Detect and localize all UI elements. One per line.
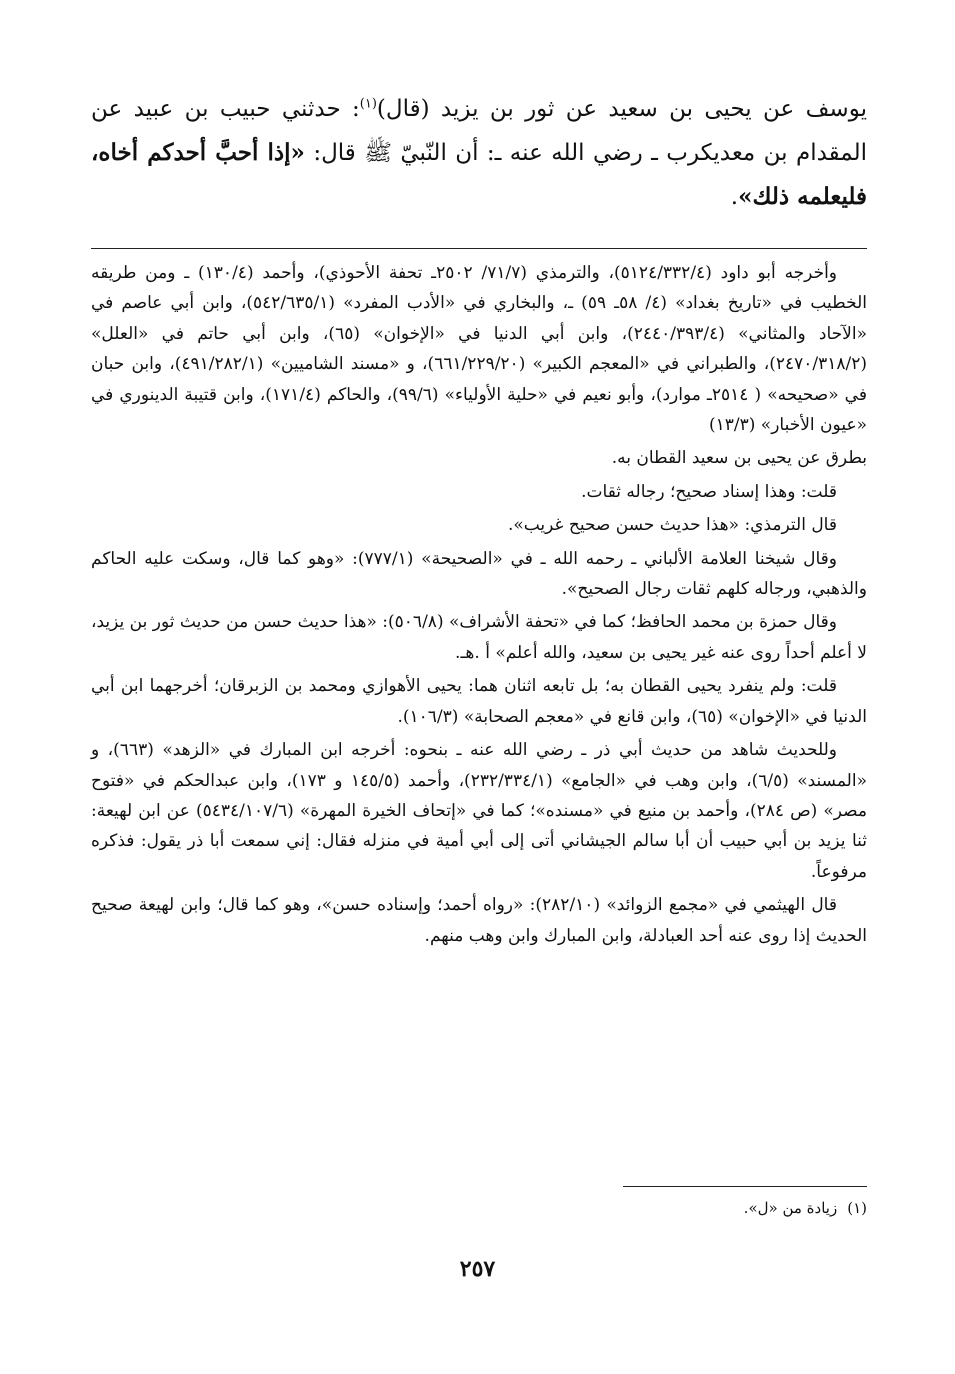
footnote-reference: (١)	[359, 96, 377, 112]
main-text-part1: يوسف عن يحيى بن سعيد عن ثور بن يزيد (قال)	[376, 96, 867, 122]
footnote-number: (١)	[847, 1199, 867, 1217]
commentary-paragraph: قلت: وهذا إسناد صحيح؛ رجاله ثقات.	[581, 481, 837, 502]
footnote-separator	[623, 1186, 867, 1187]
main-text-end: .	[730, 184, 739, 210]
commentary-paragraph: بطرق عن يحيى بن سعيد القطان به.	[611, 448, 867, 469]
commentary-paragraph: وقال شيخنا العلامة الألباني ـ رحمه الله ـ في «الصحيحة» (٧٧٧/١): «وهو كما قال، وسكت عليه الحاكم والذهبي، ورجاله كلهم ثقات رجال الصحيح».	[91, 548, 867, 600]
page-number: ٢٥٧	[459, 1256, 496, 1282]
separator-line	[91, 248, 867, 249]
main-text	[91, 88, 867, 219]
commentary-paragraph: وللحديث شاهد من حديث أبي ذر ـ رضي الله عنه ـ بنحوه: أخرجه ابن المبارك في «الزهد» (٦٦٣)، و «المسند» (٦/٥)، وابن وهب في «الجامع» (٢٣٢/٣٣٤/١)، وأحمد (١٤٥/٥ و ١٧٣)، وابن عبدالحكم في «فتوح مصر» (ص ٢٨٤)، وأحمد بن منيع في «مسنده»؛ كما في «إتحاف الخيرة المهرة» (٥٤٣٤/١٠٧/٦) عن ابن لهيعة: ثنا يزيد بن أبي حبيب أن أبا سالم الجيشاني أتى إلى أبي أمية في منزله فقال: إني سمعت أبا ذر يقول: فذكره مرفوعاً.	[91, 740, 868, 882]
main-text-part2: : حدثني حبيب بن عبيد عن المقدام بن معديكرب ـ رضي الله عنه ـ: أن النّبيّ ﷺ قال:	[91, 96, 867, 166]
hadith-text: «إذا أحبَّ أحدكم أخاه، فليعلمه ذلك»	[91, 139, 867, 210]
commentary-paragraph: قال الترمذي: «هذا حديث حسن صحيح غريب».	[507, 515, 837, 536]
commentary-paragraph: وقال حمزة بن محمد الحافظ؛ كما في «تحفة الأشراف» (٥٠٦/٨): «هذا حديث حسن من حديث ثور بن يزيد، لا أعلم أحداً روى عنه غير يحيى بن سعيد، والله أعلم» أ .هـ.	[91, 612, 867, 663]
commentary-paragraph: قال الهيثمي في «مجمع الزوائد» (٢٨٢/١٠): «رواه أحمد؛ وإسناده حسن»، وهو كما قال؛ وابن لهيعة صحيح الحديث إذا روى عنه أحد العبادلة، وابن المبارك وابن وهب منهم.	[91, 895, 867, 946]
main-paragraph	[91, 88, 867, 219]
footnote-text: زيادة من «ل».	[743, 1199, 838, 1217]
commentary-paragraph: قلت: ولم ينفرد يحيى القطان به؛ بل تابعه اثنان هما: يحيى الأهوازي ومحمد بن الزبرقان؛ أخرجهما ابن أبي الدنيا في «الإخوان» (٦٥)، وابن قانع في «معجم الصحابة» (١٠٦/٣).	[91, 676, 867, 727]
commentary-paragraph: وأخرجه أبو داود (٥١٢٤/٣٣٢/٤)، والترمذي (٧١/٧/ ٢٥٠٢ـ تحفة الأحوذي)، وأحمد (١٣٠/٤) ـ ومن طريقه الخطيب في «تاريخ بغداد» (٤/ ٥٨ـ ٥٩) ـ، والبخاري في «الأدب المفرد» (٥٤٢/٦٣٥/١)، وابن أبي عاصم في «الآحاد والمثاني» (٢٤٤٠/٣٩٣/٤)، وابن أبي الدنيا في «الإخوان» (٦٥)، وابن أبي حاتم في «العلل» (٢٤٧٠/٣١٨/٢)، والطبراني في «المعجم الكبير» (٦٦١/٢٢٩/٢٠)، و «مسند الشاميين» (٤٩١/٢٨٢/١)، وابن حبان في «صحيحه» ( ٢٥١٤ـ موارد)، وأبو نعيم في «حلية الأولياء» (٩٩/٦)، والحاكم (١٧١/٤)، وابن قتيبة الدينوري في «عيون الأخبار» (١٣/٣)	[91, 263, 868, 436]
commentary-section	[91, 258, 867, 954]
footnote	[267, 1197, 867, 1219]
